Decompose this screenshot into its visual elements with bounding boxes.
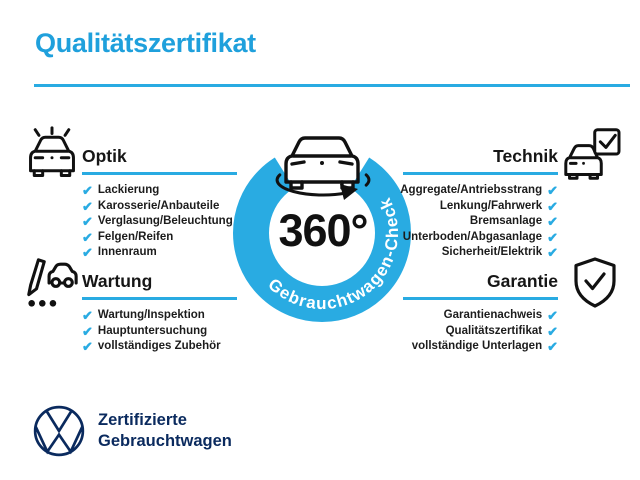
checklist-item	[380, 231, 558, 245]
checklist-item	[380, 309, 558, 323]
checklist-item-label: Verglasung/Beleuchtung	[97, 215, 233, 227]
checklist-item	[82, 309, 260, 323]
checklist-item	[82, 325, 260, 339]
check-icon: ✔	[547, 339, 558, 355]
section-wartung	[82, 271, 260, 356]
checklist-item	[380, 246, 558, 260]
section-garantie-title: Garantie	[487, 271, 558, 291]
ring-label: Gebrauchtwagen-Check	[264, 194, 403, 314]
section-technik-title: Technik	[493, 146, 558, 166]
checklist-item	[82, 184, 260, 198]
car-front-sparkle-icon	[24, 126, 80, 182]
checklist-item-label: Garantienachweis	[443, 309, 543, 321]
checklist-item	[82, 246, 260, 260]
check-icon: ✔	[547, 229, 558, 245]
checklist-item-label: Lenkung/Fahrwerk	[439, 199, 543, 212]
check-icon: ✔	[547, 183, 558, 199]
check-icon: ✔	[547, 323, 558, 339]
footer-claim	[98, 410, 232, 451]
section-technik	[380, 146, 558, 262]
check-icon: ✔	[82, 323, 93, 339]
section-optik-title: Optik	[82, 146, 127, 166]
check-icon: ✔	[82, 229, 93, 245]
checklist-item	[82, 200, 260, 214]
vw-logo	[32, 404, 86, 458]
pen-car-service-icon	[22, 254, 80, 312]
checklist-item-label: Karosserie/Anbauteile	[97, 199, 220, 212]
check-icon: ✔	[547, 214, 558, 230]
section-garantie-divider	[403, 297, 558, 300]
page-title: Qualitätszertifikat	[35, 28, 256, 58]
garantie-checklist	[380, 309, 558, 354]
section-optik	[82, 146, 260, 262]
checklist-item	[82, 215, 260, 229]
section-garantie	[380, 271, 558, 356]
checklist-item-label: Lackierung	[97, 184, 160, 196]
checklist-item-label: Hauptuntersuchung	[97, 324, 208, 337]
footer-claim-line1: Zertifizierte	[98, 411, 187, 429]
checklist-item-label: Wartung/Inspektion	[97, 309, 205, 321]
checklist-item-label: Qualitätszertifikat	[445, 324, 543, 337]
checklist-item	[82, 340, 260, 354]
wartung-checklist	[82, 309, 260, 354]
shield-check-icon	[571, 256, 619, 310]
section-optik-divider	[82, 172, 237, 175]
check-icon: ✔	[82, 308, 93, 324]
section-wartung-divider	[82, 297, 237, 300]
check-icon: ✔	[82, 339, 93, 355]
degree-label: 360°	[278, 205, 368, 256]
car-front-checkbox-icon	[561, 126, 621, 182]
checklist-item-label: Aggregate/Antriebsstrang	[400, 184, 543, 196]
checklist-item-label: Innenraum	[97, 246, 157, 258]
footer-claim-line2: Gebrauchtwagen	[98, 431, 232, 450]
check-icon: ✔	[547, 245, 558, 261]
checklist-item	[380, 200, 558, 214]
checklist-item-label: vollständiges Zubehör	[97, 340, 221, 352]
check-icon: ✔	[547, 198, 558, 214]
checklist-item-label: vollständige Unterlagen	[411, 340, 543, 352]
checklist-item	[380, 325, 558, 339]
technik-checklist	[380, 184, 558, 260]
title-divider	[34, 84, 630, 87]
optik-checklist	[82, 184, 260, 260]
check-icon: ✔	[547, 308, 558, 324]
checklist-item-label: Bremsanlage	[469, 215, 543, 227]
checklist-item-label: Unterboden/Abgasanlage	[402, 230, 543, 243]
check-icon: ✔	[82, 214, 93, 230]
checklist-item	[82, 231, 260, 245]
check-icon: ✔	[82, 245, 93, 261]
section-technik-divider	[403, 172, 558, 175]
checklist-item	[380, 184, 558, 198]
checklist-item	[380, 340, 558, 354]
check-icon: ✔	[82, 198, 93, 214]
check-icon: ✔	[82, 183, 93, 199]
checklist-item-label: Felgen/Reifen	[97, 230, 174, 243]
checklist-item-label: Sicherheit/Elektrik	[441, 246, 543, 258]
checklist-item	[380, 215, 558, 229]
section-wartung-title: Wartung	[82, 271, 153, 291]
